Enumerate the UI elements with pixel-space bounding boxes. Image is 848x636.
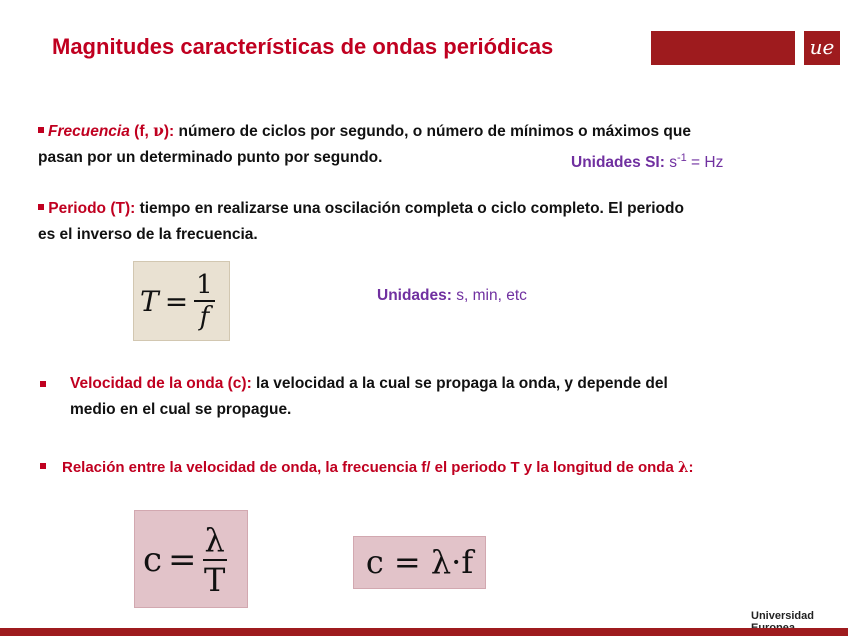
bullet-square-icon [40,381,46,387]
frecuencia-term: Frecuencia [48,123,130,140]
frecuencia-symbols-close: ): [163,123,175,140]
bullet-square-icon [38,204,44,210]
frecuencia-line-2 [38,145,818,171]
brand-bar [651,31,795,65]
formula-c2: c = λ·f [365,543,474,581]
frecuencia-paragraph [38,118,818,171]
periodo-paragraph [38,196,818,248]
formula-c1-fraction [203,521,227,599]
formula-t-fraction [194,270,215,332]
frecuencia-units-rest: = Hz [686,154,724,172]
periodo-line-1 [38,196,818,222]
relacion-text: Relación entre la velocidad de onda, la frecuencia f/ el periodo T y la longitud de onda [62,459,678,476]
frecuencia-definition-line-2: pasan por un determinado punto por segundo. [38,149,383,166]
periodo-term: Periodo (T): [44,200,136,217]
velocidad-term: Velocidad de la onda (c): [70,375,252,392]
relacion-line [62,454,694,481]
frecuencia-symbols-open: (f, [129,123,154,140]
formula-t-eq: = [164,284,189,318]
periodo-units-label: Unidades: [377,287,452,304]
formula-velocity-period-image [134,510,248,608]
footer-brand: Universidad [751,610,814,622]
periodo-definition-line-2: es el inverso de la frecuencia. [38,226,258,243]
formula-c1-eq: = [168,540,197,580]
frecuencia-units-exp: -1 [676,152,687,164]
formula-velocity-frequency-image [353,536,486,589]
velocidad-definition-line-1: la velocidad a la cual se propaga la onda, y depende del [251,375,668,392]
velocidad-definition-line-2: medio en el cual se propague. [70,401,292,418]
nu-symbol: ν [153,121,164,140]
relacion-colon: : [688,459,694,476]
frecuencia-units-s: s [664,154,677,172]
university-logo: ue [804,31,840,65]
bullet-square-icon [38,127,44,133]
velocidad-paragraph [70,371,810,423]
frecuencia-definition-line-1: número de ciclos por segundo, o número de mínimos o máximos que [174,123,691,140]
frecuencia-units-label: Unidades SI: [571,154,665,172]
formula-t-lhs: T [140,284,159,318]
formula-period-image [133,261,230,341]
periodo-units-value: s, min, etc [451,287,527,304]
formula-t-num: 1 [196,270,213,300]
periodo-definition-line-1: tiempo en realizarse una oscilación completa o ciclo completo. El periodo [135,200,684,217]
formula-c1-num: λ [204,521,225,559]
bottom-bar [0,628,848,636]
formula-t-den: f [199,302,210,332]
page-title: Magnitudes características de ondas periódicas [52,34,554,59]
frecuencia-line-1 [38,118,818,145]
bullet-square-icon [40,463,46,469]
periodo-units [377,283,527,309]
frecuencia-units [571,145,723,176]
formula-c1-den: T [204,561,226,599]
formula-c1-lhs: c [143,540,163,580]
lambda-symbol: λ [677,458,689,476]
velocidad-line-1 [70,371,810,397]
